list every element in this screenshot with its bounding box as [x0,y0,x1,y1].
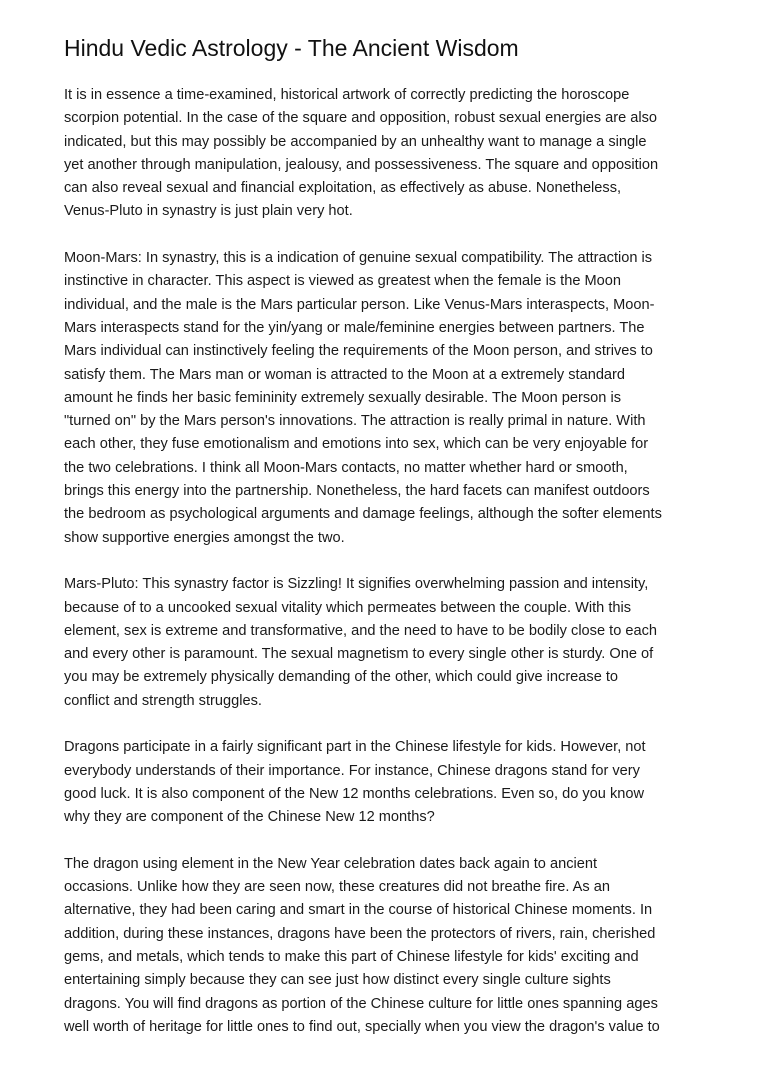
text-line: gems, and metals, which tends to make this part of Chinese lifestyle for kids' exciting and [64,948,639,965]
text-line: yet another through manipulation, jealousy, and possessiveness. The square and opposition [64,156,659,173]
text-line: Venus-Pluto in synastry is just plain very hot. [64,203,353,220]
text-line: element, sex is extreme and transformative, and the need to have to be bodily close to each [64,622,658,639]
text-line: you may be extremely physically demanding of the other, which could give increase to [64,669,619,686]
text-line: entertaining simply because they can see just how distinct every single culture sights [64,972,611,989]
text-line: because of to a uncooked sexual vitality which permeates between the couple. With this [64,599,632,616]
text-line: why they are component of the Chinese New 12 months? [64,809,435,826]
text-line: instinctive in character. This aspect is viewed as greatest when the female is the Moon [64,273,622,290]
paragraph [64,853,724,1039]
text-line: individual, and the male is the Mars particular person. Like Venus-Mars interaspects, Moon- [64,296,655,313]
text-line: satisfy them. The Mars man or woman is attracted to the Moon at a extremely standard [64,366,626,383]
text-line: It is in essence a time-examined, historical artwork of correctly predicting the horoscope [64,87,630,103]
text-line: "turned on" by the Mars person's innovations. The attraction is really primal in nature. With [64,413,646,430]
text-line: Mars interaspects stand for the yin/yang or male/feminine energies between partners. The [64,319,645,336]
paragraph [64,84,724,224]
text-line: scorpion potential. In the case of the square and opposition, robust sexual energies are also [64,110,658,127]
text-line: amount he finds her basic femininity extremely sexually desirable. The Moon person is [64,389,621,406]
text-line: indicated, but this may possibly be accompanied by an unhealthy want to manage a single [64,133,647,150]
text-line: The dragon using element in the New Year celebration dates back again to ancient [64,855,598,872]
text-line: good luck. It is also component of the New 12 months celebrations. Even so, do you know [64,785,645,802]
text-line: addition, during these instances, dragons have been the protectors of rivers, rain, cherished [64,925,656,942]
text-line: can also reveal sexual and financial exploitation, as effectively as abuse. Nonetheless, [64,180,622,197]
paragraph [64,736,724,829]
text-line: Mars individual can instinctively feeling the requirements of the Moon person, and strives to [64,343,653,360]
text-line: brings this energy into the partnership. Nonetheless, the hard facets can manifest outdoors [64,483,650,500]
text-line: the two celebrations. I think all Moon-Mars contacts, no matter whether hard or smooth, [64,459,628,476]
text-line: alternative, they had been caring and smart in the course of historical Chinese moments. In [64,902,653,919]
text-line: each other, they fuse emotionalism and emotions into sex, which can be very enjoyable for [64,436,649,453]
paragraph [64,247,724,550]
text-line: Dragons participate in a fairly significant part in the Chinese lifestyle for kids. However, not [64,739,646,756]
document-body [64,84,724,1062]
text-line: dragons. You will find dragons as portion of the Chinese culture for little ones spanning ages [64,995,658,1012]
text-line: the bedroom as psychological arguments and damage feelings, although the softer elements [64,506,662,523]
text-line: Moon-Mars: In synastry, this is a indication of genuine sexual compatibility. The attraction is [64,250,653,267]
text-line: well worth of heritage for little ones to find out, specially when you view the dragon's value to [64,1018,660,1035]
text-line: Mars-Pluto: This synastry factor is Sizzling! It signifies overwhelming passion and intensity, [64,576,649,593]
text-line: and every other is paramount. The sexual magnetism to every single other is sturdy. One of [64,646,654,663]
text-line: occasions. Unlike how they are seen now, these creatures did not breathe fire. As an [64,879,610,896]
text-line: show supportive energies amongst the two. [64,529,345,546]
paragraph [64,573,724,713]
page-title: Hindu Vedic Astrology - The Ancient Wisdom [64,35,519,61]
text-line: everybody understands of their importance. For instance, Chinese dragons stand for very [64,762,640,779]
text-line: conflict and strength struggles. [64,692,262,709]
